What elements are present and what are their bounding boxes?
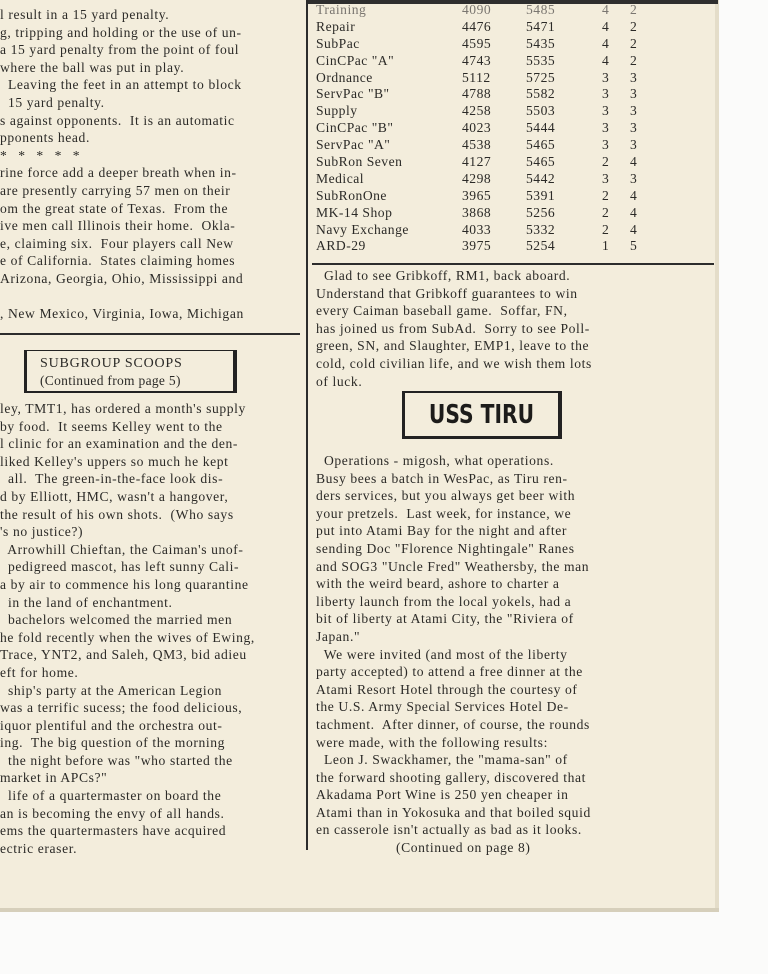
text-line: bit of liberty at Atami City, the "Riviera of [316,611,574,627]
continued-note: (Continued on page 8) [316,840,531,856]
text-line: ley, TMT1, has ordered a month's supply [0,401,246,416]
heading-title: SUBGROUP SCOOPS [40,356,183,371]
text-line: the U.S. Army Special Services Hotel De- [316,699,569,715]
text-line: and SOG3 "Uncle Fred" Weathersby, the man [316,558,590,574]
score-a: 4127 [462,154,492,170]
text-line: sending Doc "Florence Nightingale" Ranes [316,540,575,556]
text-line: life of a quartermaster on board the [0,788,222,804]
text-line: every Caiman baseball game. Soffar, FN, [316,303,568,319]
won: 3 [602,69,610,85]
lost: 3 [630,120,638,136]
score-b: 5256 [526,204,556,220]
team-name: CinCPac "A" [316,52,395,68]
subgroup-scoops-heading-box [24,350,237,393]
won: 4 [602,18,610,34]
text-line: liked Kelley's uppers so much he kept [0,453,229,469]
text-line: by food. It seems Kelley went to the [0,418,223,434]
score-b: 5435 [526,35,556,51]
lost: 4 [630,204,638,220]
table-row [316,137,646,154]
score-b: 5582 [526,86,556,102]
text-line: were made, with the following results: [316,734,548,750]
table-row [316,120,646,137]
won: 2 [602,187,610,203]
score-a: 4298 [462,170,492,186]
uss-tiru-heading: USS TIRU [428,400,535,430]
right-column-bottom-text [316,452,714,857]
table-divider [312,263,714,265]
text-line: liberty launch from the local yokels, had a [316,593,572,609]
text-line: the result of his own shots. (Who says [0,506,234,522]
text-line: , New Mexico, Virginia, Iowa, Michigan [0,306,244,322]
text-line: in the land of enchantment. [0,594,173,610]
team-name: Repair [316,18,356,34]
text-line: 15 yard penalty. [0,94,105,110]
text-line: Leon J. Swackhamer, the "mama-san" of [316,752,568,768]
column-divider [306,0,308,850]
lost: 4 [630,221,638,237]
team-name: ServPac "A" [316,137,391,153]
score-a: 4476 [462,18,492,34]
table-row [316,222,646,239]
won: 2 [602,154,610,170]
won: 1 [602,238,610,254]
team-name: CinCPac "B" [316,120,394,136]
table-row [316,70,646,87]
table-row [316,36,646,53]
bowling-standings-table [316,2,646,255]
score-b: 5465 [526,137,556,153]
lost: 3 [630,137,638,153]
table-row [316,2,646,19]
team-name: ARD-29 [316,238,366,254]
table-row [316,171,646,188]
table-row [316,53,646,70]
team-name: Ordnance [316,69,373,85]
text-line: s against opponents. It is an automatic [0,112,235,128]
text-line: om the great state of Texas. From the [0,200,229,216]
lost: 2 [630,18,638,34]
text-line: We were invited (and most of the liberty [316,646,568,662]
score-a: 3965 [462,187,492,203]
text-line: market in APCs?" [0,770,108,786]
text-line: was a terrific sucess; the food delicious, [0,700,243,716]
text-line: rine force add a deeper breath when in- [0,165,237,181]
team-name: MK-14 Shop [316,204,393,220]
won: 4 [602,35,610,51]
blank-line [0,288,300,306]
left-column-top-text [0,6,300,323]
won: 3 [602,120,610,136]
score-a: 5112 [462,69,491,85]
section-divider-left [0,333,300,335]
page-edge-shadow [715,0,719,912]
won: 4 [602,2,610,17]
text-line: iquor plentiful and the orchestra out- [0,717,223,733]
score-b: 5465 [526,154,556,170]
won: 3 [602,170,610,186]
table-row [316,238,646,255]
score-a: 4023 [462,120,492,136]
text-line: Arizona, Georgia, Ohio, Mississippi and [0,270,244,286]
text-line: eft for home. [0,664,79,680]
team-name: Navy Exchange [316,221,409,237]
won: 3 [602,137,610,153]
text-line: are presently carrying 57 men on their [0,182,231,198]
table-row [316,188,646,205]
score-a: 4743 [462,52,492,68]
text-line: Akadama Port Wine is 250 yen cheaper in [316,787,569,803]
text-line: Trace, YNT2, and Saleh, QM3, bid adieu [0,647,247,663]
text-line: pponents head. [0,130,90,146]
page-bottom-edge [0,908,719,912]
team-name: Supply [316,103,358,119]
lost: 4 [630,154,638,170]
won: 3 [602,86,610,102]
text-line: Atami Resort Hotel through the courtesy of [316,681,578,697]
text-line: cold, cold civilian life, and we wish them lots [316,355,592,371]
text-line: e of California. States claiming homes [0,253,236,269]
heading-subtitle: (Continued from page 5) [40,373,181,388]
text-line: Glad to see Gribkoff, RM1, back aboard. [316,268,571,283]
text-line: a 15 yard penalty from the point of foul [0,42,240,58]
score-b: 5444 [526,120,556,136]
text-line: bachelors welcomed the married men [0,612,233,628]
text-line: green, SN, and Slaughter, EMP1, leave to the [316,338,590,354]
table-row [316,19,646,36]
team-name: ServPac "B" [316,86,390,102]
text-line: l clinic for an examination and the den- [0,436,239,452]
score-b: 5503 [526,103,556,119]
lost: 4 [630,187,638,203]
text-line: ems the quartermasters have acquired [0,823,227,839]
text-line: ive men call Illinois their home. Okla- [0,218,236,234]
text-line: tachment. After dinner, of course, the rounds [316,716,590,732]
score-a: 4090 [462,2,492,17]
text-line: with the weird beard, ashore to charter a [316,576,560,592]
text-line: ectric eraser. [0,840,78,856]
text-line: g, tripping and holding or the use of un- [0,24,242,40]
score-b: 5442 [526,170,556,186]
text-line: the night before was "who started the [0,752,233,768]
uss-tiru-heading-box [402,391,562,439]
lost: 5 [630,238,638,254]
won: 4 [602,52,610,68]
table-row [316,103,646,120]
lost: 3 [630,86,638,102]
text-line: e, claiming six. Four players call New [0,235,234,251]
text-line: all. The green-in-the-face look dis- [0,471,224,487]
score-b: 5725 [526,69,556,85]
text-line: he fold recently when the wives of Ewing, [0,629,255,645]
score-b: 5391 [526,187,556,203]
team-name: SubPac [316,35,360,51]
text-line: d by Elliott, HMC, wasn't a hangover, [0,488,229,504]
score-a: 4538 [462,137,492,153]
text-line: of luck. [316,373,363,389]
won: 2 [602,204,610,220]
text-line: l result in a 15 yard penalty. [0,7,170,22]
score-a: 3868 [462,204,492,220]
left-column-bottom-text [0,400,300,857]
text-line: has joined us from SubAd. Sorry to see Poll- [316,320,590,336]
text-line: put into Atami Bay for the night and after [316,523,567,539]
lost: 2 [630,52,638,68]
text-line: your pretzels. Last week, for instance, we [316,505,572,521]
text-line: ders services, but you always get beer with [316,488,576,504]
score-b: 5471 [526,18,556,34]
team-name: Training [316,2,367,17]
text-line: 's no justice?) [0,524,84,540]
text-line: Japan." [316,628,361,644]
text-line: party accepted) to attend a free dinner at the [316,664,583,680]
text-line: Busy bees a batch in WesPac, as Tiru ren- [316,470,568,486]
score-a: 4033 [462,221,492,237]
score-b: 5332 [526,221,556,237]
team-name: SubRon Seven [316,154,403,170]
score-b: 5485 [526,2,556,17]
separator-stars: * * * * * [0,147,84,163]
text-line: pedigreed mascot, has left sunny Cali- [0,559,240,575]
text-line: where the ball was put in play. [0,59,185,75]
text-line: Arrowhill Chieftan, the Caiman's unof- [0,541,244,557]
won: 3 [602,103,610,119]
text-line: a by air to commence his long quarantine [0,576,249,592]
score-a: 4258 [462,103,492,119]
table-row [316,86,646,103]
table-row [316,154,646,171]
right-column-top-text [316,267,714,390]
score-a: 4788 [462,86,492,102]
lost: 2 [630,2,638,17]
lost: 2 [630,35,638,51]
score-a: 4595 [462,35,492,51]
score-a: 3975 [462,238,492,254]
won: 2 [602,221,610,237]
lost: 3 [630,69,638,85]
text-line: Atami than in Yokosuka and that boiled squid [316,804,591,820]
text-line: ing. The big question of the morning [0,735,226,751]
text-line: en casserole isn't actually as bad as it looks. [316,822,582,838]
text-line: Leaving the feet in an attempt to block [0,77,242,93]
text-line: Operations - migosh, what operations. [316,453,554,468]
team-name: SubRonOne [316,187,387,203]
lost: 3 [630,170,638,186]
team-name: Medical [316,170,365,186]
text-line: the forward shooting gallery, discovered that [316,769,586,785]
lost: 3 [630,103,638,119]
table-row [316,205,646,222]
score-b: 5535 [526,52,556,68]
text-line: an is becoming the envy of all hands. [0,805,225,821]
score-b: 5254 [526,238,556,254]
text-line: ship's party at the American Legion [0,682,223,698]
text-line: Understand that Gribkoff guarantees to win [316,285,578,301]
